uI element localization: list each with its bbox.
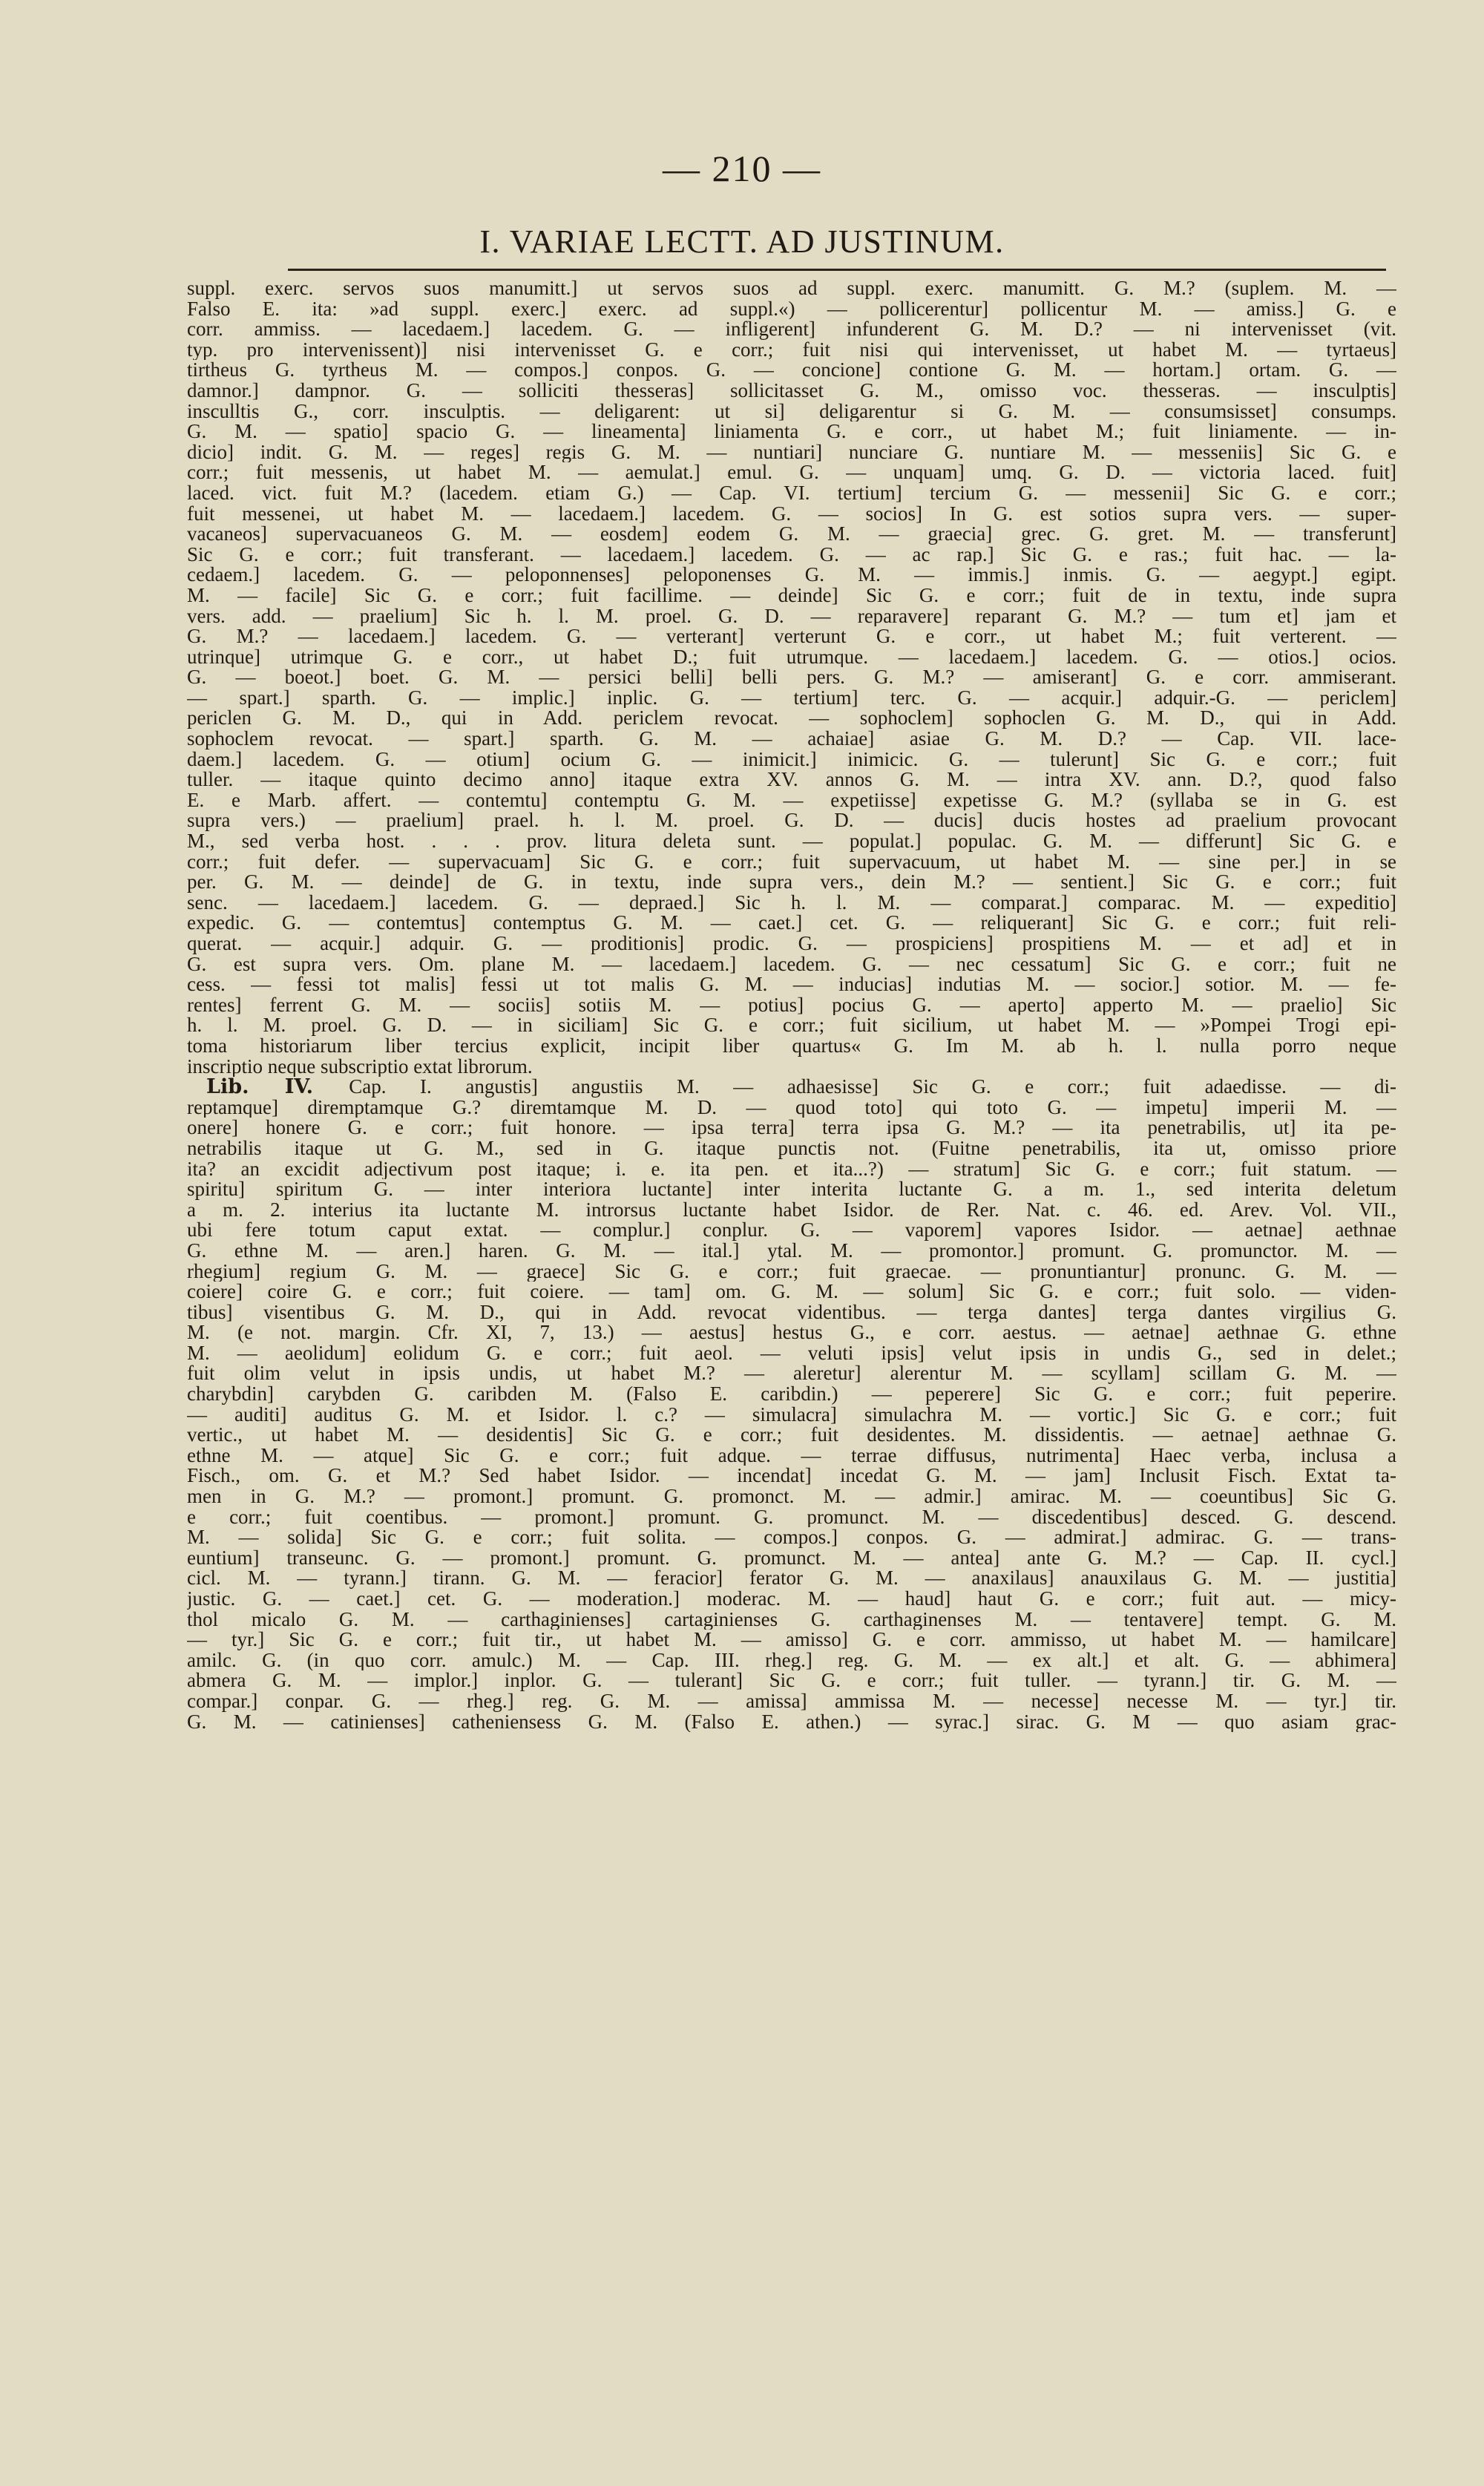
page-number: — 210 — bbox=[663, 148, 821, 189]
text-line: justic. G. — caet.] cet. G. — moderation.] moderac. M. — haud] haut G. e corr.; fuit aut. — micy- bbox=[187, 1589, 1396, 1610]
text-line: Sic G. e corr.; fuit transferant. — lacedaem.] lacedem. G. — ac rap.] Sic G. e ras.; fuit hac. — la- bbox=[187, 544, 1396, 565]
text-line: M. — facile] Sic G. e corr.; fuit facillime. — deinde] Sic G. e corr.; fuit de in textu, inde supra bbox=[187, 585, 1396, 606]
text-line: G. ethne M. — aren.] haren. G. M. — ital.] ytal. M. — promontor.] promunt. G. promunctor. M. — bbox=[187, 1240, 1396, 1262]
text-line: reptamque] diremptamque G.? diremtamque M. D. — quod toto] qui toto G. — impetu] imperii M. — bbox=[187, 1097, 1396, 1118]
text-line: querat. — acquir.] adquir. G. — proditionis] prodic. G. — prospiciens] prospitiens M. — et ad] et in bbox=[187, 934, 1396, 954]
text-line: — auditi] auditus G. M. et Isidor. l. c.? — simulacra] simulachra M. — vortic.] Sic G. e corr.; fuit bbox=[187, 1404, 1396, 1426]
text-line: tirtheus G. tyrtheus M. — compos.] conpos. G. — concione] contione G. M. — hortam.] ortam. G. — bbox=[187, 360, 1396, 381]
text-line: G. — boeot.] boet. G. M. — persici belli] belli pers. G. M.? — amiserant] G. e corr. ammiserant. bbox=[187, 667, 1396, 688]
text-line: onere] honere G. e corr.; fuit honore. — ipsa terra] terra ipsa G. M.? — ita penetrabilis, ut] ita pe- bbox=[187, 1118, 1396, 1138]
text-line: euntium] transeunc. G. — promont.] promunt. G. promunct. M. — antea] ante G. M.? — Cap. II. cycl.] bbox=[187, 1547, 1396, 1569]
text-line: Fisch., om. G. et M.? Sed habet Isidor. — incendat] incedat G. M. — jam] Inclusit Fisch. Extat ta- bbox=[187, 1466, 1396, 1487]
text-line: vacaneos] supervacuaneos G. M. — eosdem] eodem G. M. — graecia] grec. G. gret. M. — transferunt] bbox=[187, 524, 1396, 545]
text-line: G. M.? — lacedaem.] lacedem. G. — verterant] verterunt G. e corr., ut habet M.; fuit verterent. — bbox=[187, 626, 1396, 647]
text-line: corr. ammiss. — lacedaem.] lacedem. G. — infligerent] infunderent G. M. D.? — ni intervenisset (vit. bbox=[187, 319, 1396, 340]
text-line: rentes] ferrent G. M. — sociis] sotiis M. — potius] pocius G. — aperto] apperto M. — praelio] Sic bbox=[187, 994, 1396, 1016]
text-line: utrinque] utrimque G. e corr., ut habet D.; fuit utrumque. — lacedaem.] lacedem. G. — otios.] ocios. bbox=[187, 646, 1396, 668]
text-line: M., sed verba host. . . . prov. litura deleta sunt. — populat.] populac. G. M. — differunt] Sic G. e bbox=[187, 831, 1396, 852]
text-line: M. (e not. margin. Cfr. XI, 7, 13.) — aestus] hestus G., e corr. aestus. — aetnae] aethnae G. ethne bbox=[187, 1322, 1396, 1343]
text-line: damnor.] dampnor. G. — solliciti thesseras] sollicitasset G. M., omisso voc. thesseras. — insculptis] bbox=[187, 380, 1396, 401]
text-line: men in G. M.? — promont.] promunt. G. promonct. M. — admir.] amirac. M. — coeuntibus] Sic G. bbox=[187, 1486, 1396, 1507]
text-line: per. G. M. — deinde] de G. in textu, inde supra vers., dein M.? — sentient.] Sic G. e corr.; fuit bbox=[187, 872, 1396, 893]
text-line: — spart.] sparth. G. — implic.] inplic. G. — tertium] terc. G. — acquir.] adquir.-G. — periclem] bbox=[187, 687, 1396, 709]
running-head: I. VARIAE LECTT. AD JUSTINUM. bbox=[479, 223, 1005, 260]
text-line: vertic., ut habet M. — desidentis] Sic G. e corr.; fuit desidentes. M. dissidentis. — aetnae] aethnae G. bbox=[187, 1425, 1396, 1446]
text-line: corr.; fuit messenis, ut habet M. — aemulat.] emul. G. — unquam] umq. G. D. — victoria laced. fuit] bbox=[187, 462, 1396, 483]
text-line: cicl. M. — tyrann.] tirann. G. M. — feracior] ferator G. M. — anaxilaus] anauxilaus G. M. — justitia] bbox=[187, 1568, 1396, 1589]
text-line: supra vers.) — praelium] prael. h. l. M. proel. G. D. — ducis] ducis hostes ad praelium provocant bbox=[187, 810, 1396, 832]
text-line: insculltis G., corr. insculptis. — deligarent: ut si] deligarentur si G. M. — consumsisset] consumps. bbox=[187, 401, 1396, 422]
text-line: typ. pro intervenissent)] nisi intervenisset G. e corr.; fuit nisi qui intervenisset, ut habet M. — tyrtaeus] bbox=[187, 339, 1396, 361]
apparatus-block-lib-iii bbox=[187, 278, 1396, 1077]
text-line: sophoclem revocat. — spart.] sparth. G. M. — achaiae] asiae G. M. D.? — Cap. VII. lace- bbox=[187, 729, 1396, 750]
text-line: expedic. G. — contemtus] contemptus G. M. — caet.] cet. G. — reliquerant] Sic G. e corr.; fuit reli- bbox=[187, 913, 1396, 934]
text-line: dicio] indit. G. M. — reges] regis G. M. — nuntiari] nunciare G. nuntiare M. — messeniis] Sic G. e bbox=[187, 442, 1396, 463]
text-line: corr.; fuit defer. — supervacuam] Sic G. e corr.; fuit supervacuum, ut habet M. — sine per.] in se bbox=[187, 851, 1396, 873]
text-line: G. M. — spatio] spacio G. — lineamenta] liniamenta G. e corr., ut habet M.; fuit liniamente. — in- bbox=[187, 422, 1396, 442]
text-line: G. M. — catinienses] catheniensess G. M. (Falso E. athen.) — syrac.] sirac. G. M — quo asiam grac- bbox=[187, 1711, 1396, 1733]
text-line: suppl. exerc. servos suos manumitt.] ut servos suos ad suppl. exerc. manumitt. G. M.? (suplem. M. — bbox=[187, 278, 1396, 299]
text-line: abmera G. M. — implor.] inplor. G. — tulerant] Sic G. e corr.; fuit tuller. — tyrann.] tir. G. M. — bbox=[187, 1670, 1396, 1691]
book-label: Lib. IV. bbox=[206, 1077, 349, 1098]
text-line: tuller. — itaque quinto decimo anno] itaque extra XV. annos G. M. — intra XV. ann. D.?, quod falso bbox=[187, 770, 1396, 790]
text-line: E. e Marb. affert. — contemtu] contemptu G. M. — expetiisse] expetisse G. M.? (syllaba se in G. est bbox=[187, 790, 1396, 811]
text-line: cedaem.] lacedem. G. — peloponnenses] peloponenses G. M. — immis.] inmis. G. — aegypt.] egipt. bbox=[187, 565, 1396, 586]
text-line: amilc. G. (in quo corr. amulc.) M. — Cap. III. rheg.] reg. G. M. — ex alt.] et alt. G. — abhimera] bbox=[187, 1650, 1396, 1671]
text-line: periclen G. M. D., qui in Add. periclem revocat. — sophoclem] sophoclen G. M. D., qui in Add. bbox=[187, 708, 1396, 729]
header-rule bbox=[288, 269, 1386, 271]
text-line: rhegium] regium G. M. — graece] Sic G. e corr.; fuit graecae. — pronuntiantur] pronunc. G. M. — bbox=[187, 1261, 1396, 1282]
text-line: vers. add. — praelium] Sic h. l. M. proel. G. D. — reparavere] reparant G. M.? — tum et] jam et bbox=[187, 606, 1396, 627]
apparatus-block-lib-iv bbox=[187, 1077, 1396, 1732]
text-line: compar.] conpar. G. — rheg.] reg. G. M. — amissa] ammissa M. — necesse] necesse M. — tyr.] tir. bbox=[187, 1690, 1396, 1712]
text-line: G. est supra vers. Om. plane M. — lacedaem.] lacedem. G. — nec cessatum] Sic G. e corr.; fuit ne bbox=[187, 954, 1396, 975]
text-line: thol micalo G. M. — carthaginienses] cartaginienses G. carthaginenses M. — tentavere] tempt. G. M. bbox=[187, 1609, 1396, 1630]
text-line bbox=[187, 1077, 1396, 1098]
text-line: netrabilis itaque ut G. M., sed in G. itaque punctis not. (Fuitne penetrabilis, ita ut, omisso priore bbox=[187, 1138, 1396, 1159]
text-line: charybdin] carybden G. caribden M. (Falso E. caribdin.) — peperere] Sic G. e corr.; fuit peperire. bbox=[187, 1384, 1396, 1405]
text-line: laced. vict. fuit M.? (lacedem. etiam G.) — Cap. VI. tertium] tercium G. — messenii] Sic G. e corr.; bbox=[187, 482, 1396, 504]
text-line: e corr.; fuit coentibus. — promont.] promunt. G. promunct. M. — discedentibus] desced. G. descend. bbox=[187, 1506, 1396, 1528]
text-line: fuit olim velut in ipsis undis, ut habet M.? — aleretur] alerentur M. — scyllam] scillam G. M. — bbox=[187, 1363, 1396, 1385]
text-line: M. — solida] Sic G. e corr.; fuit solita. — compos.] conpos. G. — admirat.] admirac. G. — trans- bbox=[187, 1527, 1396, 1548]
text-line: cess. — fessi tot malis] fessi ut tot malis G. M. — inducias] indutias M. — socior.] sotior. M. — fe- bbox=[187, 974, 1396, 995]
text-line: — tyr.] Sic G. e corr.; fuit tir., ut habet M. — amisso] G. e corr. ammisso, ut habet M. — hamilcare] bbox=[187, 1630, 1396, 1650]
text-line: tibus] visentibus G. M. D., qui in Add. revocat videntibus. — terga dantes] terga dantes virgilius G. bbox=[187, 1302, 1396, 1323]
text-line: h. l. M. proel. G. D. — in siciliam] Sic G. e corr.; fuit sicilium, ut habet M. — »Pompei Trogi epi- bbox=[187, 1015, 1396, 1036]
text-line-content: Cap. I. angustis] angustiis M. — adhaesisse] Sic G. e corr.; fuit adaedisse. — di- bbox=[349, 1077, 1396, 1098]
text-line: ubi fere totum caput extat. — complur.] conplur. G. — vaporem] vapores Isidor. — aetnae] aethnae bbox=[187, 1220, 1396, 1241]
text-line: a m. 2. interius ita luctante M. introrsus luctante habet Isidor. de Rer. Nat. c. 46. ed. Arev. Vol. VII., bbox=[187, 1199, 1396, 1221]
text-line: toma historiarum liber tercius explicit, incipit liber quartus« G. Im M. ab h. l. nulla porro neque bbox=[187, 1035, 1396, 1057]
text-line: senc. — lacedaem.] lacedem. G. — depraed.] Sic h. l. M. — comparat.] comparac. M. — expeditio] bbox=[187, 892, 1396, 914]
text-line: M. — aeolidum] eolidum G. e corr.; fuit aeol. — veluti ipsis] velut ipsis in undis G., sed in delet.; bbox=[187, 1342, 1396, 1364]
text-line: spiritu] spiritum G. — inter interiora luctante] inter interita luctante G. a m. 1., sed interita deletum bbox=[187, 1179, 1396, 1200]
text-line: ethne M. — atque] Sic G. e corr.; fuit adque. — terrae diffusus, nutrimenta] Haec verba, inclusa a bbox=[187, 1445, 1396, 1466]
text-line: fuit messenei, ut habet M. — lacedaem.] lacedem. G. — socios] In G. est sotios supra vers. — super- bbox=[187, 503, 1396, 525]
text-line: ita? an excidit adjectivum post itaque; i. e. ita pen. et ita...?) — stratum] Sic G. e corr.; fuit statum. — bbox=[187, 1158, 1396, 1180]
text-line: daem.] lacedem. G. — otium] ocium G. — inimicit.] inimicic. G. — tulerunt] Sic G. e corr.; fuit bbox=[187, 749, 1396, 770]
apparatus-text bbox=[187, 278, 1396, 1732]
text-line: inscriptio neque subscriptio extat librorum. bbox=[187, 1056, 533, 1078]
text-line: Falso E. ita: »ad suppl. exerc.] exerc. ad suppl.«) — pollicerentur] pollicentur M. — amiss.] G. e bbox=[187, 298, 1396, 320]
text-line: coiere] coire G. e corr.; fuit coiere. — tam] om. G. M. — solum] Sic G. e corr.; fuit solo. — viden- bbox=[187, 1282, 1396, 1302]
